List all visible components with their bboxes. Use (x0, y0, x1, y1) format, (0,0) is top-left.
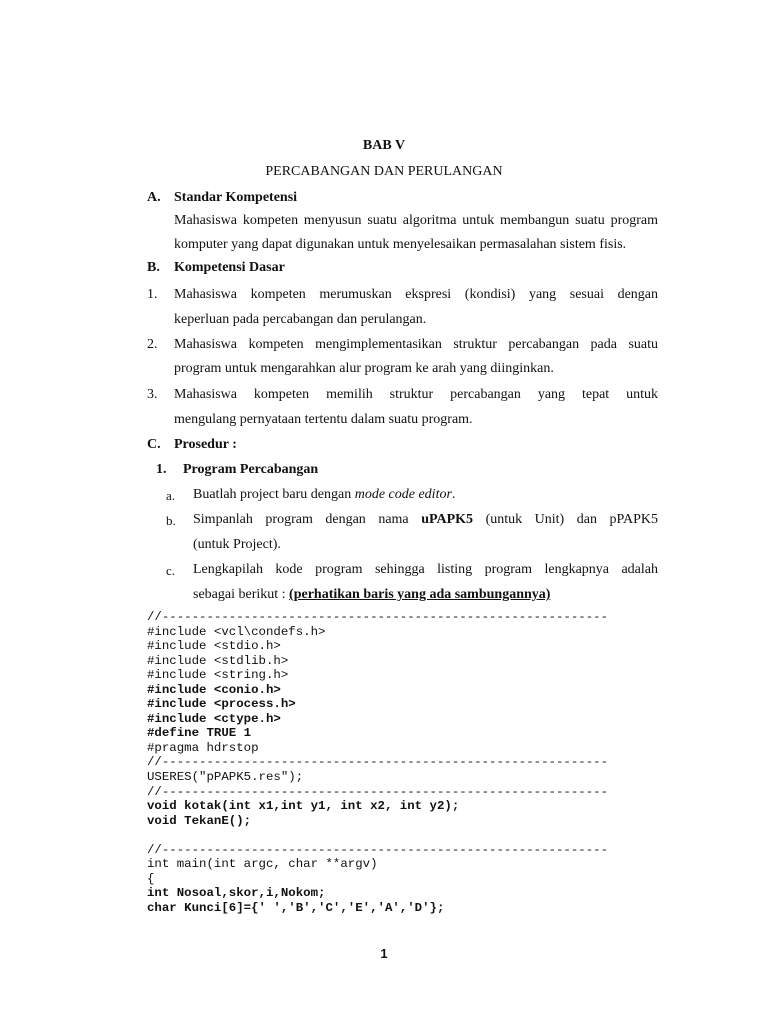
code-line: void TekanE(); (147, 813, 252, 828)
code-line: #include <string.h> (147, 668, 289, 683)
code-line: char Kunci[6]={' ','B','C','E','A','D'}; (147, 900, 445, 915)
subsection-1-heading: Program Percabangan (183, 462, 319, 477)
section-a-line-1: Mahasiswa kompeten menyusun suatu algoritma untuk membangun suatu program (174, 213, 658, 228)
code-line: int Nosoal,skor,i,Nokom; (147, 886, 326, 901)
code-line: USERES("pPAPK5.res"); (147, 770, 304, 785)
code-line: void kotak(int x1,int y1, int x2, int y2); (147, 799, 460, 814)
step-c-marker: c. (166, 563, 176, 578)
page-number: 1 (380, 946, 388, 961)
step-c-line-2-text: sebagai berikut : (193, 587, 290, 602)
list-item-1-number: 1. (147, 287, 158, 302)
step-b-marker: b. (166, 513, 176, 528)
step-c-line-2 (193, 587, 550, 603)
list-item-1-line-1: Mahasiswa kompeten merumuskan ekspresi (kondisi) yang sesuai dengan (174, 287, 658, 302)
code-line: //------------------------------------------------------------ (147, 842, 609, 857)
subsection-1-number: 1. (156, 462, 167, 477)
list-item-3-number: 3. (147, 387, 158, 402)
step-b-pre: Simpanlah program dengan nama (193, 512, 422, 527)
step-a-text-italic: mode code editor (354, 487, 452, 502)
code-line: //------------------------------------------------------------ (147, 784, 609, 799)
code-line: #include <stdio.h> (147, 639, 281, 654)
step-c-underlined-note: (perhatikan baris yang ada sambungannya) (289, 587, 551, 602)
section-b-marker: B. (147, 260, 160, 275)
code-listing (147, 610, 667, 915)
step-b-bold: uPAPK5 (421, 512, 474, 527)
code-line: #include <conio.h> (147, 682, 281, 697)
section-a-heading: Standar Kompetensi (174, 190, 298, 205)
code-line: #define TRUE 1 (147, 726, 252, 741)
code-line (147, 828, 667, 843)
section-a-marker: A. (147, 190, 161, 205)
code-line: //------------------------------------------------------------ (147, 610, 609, 624)
code-line: //------------------------------------------------------------ (147, 755, 609, 770)
step-a-text (193, 487, 455, 503)
section-c-marker: C. (147, 437, 161, 452)
code-line: #include <stdlib.h> (147, 653, 289, 668)
code-line: #include <process.h> (147, 697, 296, 712)
list-item-1-line-2: keperluan pada percabangan dan perulangan. (174, 312, 427, 327)
list-item-2-number: 2. (147, 337, 158, 352)
code-line: { (147, 871, 155, 886)
step-a-text-end: . (451, 487, 456, 502)
section-c-heading: Prosedur : (174, 437, 237, 452)
section-a-line-2: komputer yang dapat digunakan untuk menyelesaikan permasalahan sistem fisis. (174, 237, 627, 252)
step-a-marker: a. (166, 488, 176, 503)
code-line: #pragma hdrstop (147, 740, 259, 755)
list-item-3-line-2: mengulang pernyataan tertentu dalam suatu program. (174, 412, 473, 427)
code-line: int main(int argc, char **argv) (147, 857, 378, 872)
list-item-2-line-2: program untuk mengarahkan alur program ke arah yang diinginkan. (174, 361, 554, 376)
step-b-line-2: (untuk Project). (193, 537, 281, 552)
section-b-heading: Kompetensi Dasar (174, 260, 285, 275)
step-b-post: (untuk Unit) dan pPAPK5 (473, 512, 658, 527)
chapter-label: BAB V (362, 138, 406, 153)
step-b-line-1 (193, 512, 658, 528)
chapter-title: PERCABANGAN DAN PERULANGAN (265, 164, 503, 179)
code-line: #include <vcl\condefs.h> (147, 624, 326, 639)
step-c-line-1: Lengkapilah kode program sehingga listing program lengkapnya adalah (193, 562, 658, 577)
step-a-text-main: Buatlah project baru dengan (193, 487, 355, 502)
list-item-3-line-1: Mahasiswa kompeten memilih struktur percabangan yang tepat untuk (174, 387, 658, 402)
code-line: #include <ctype.h> (147, 711, 281, 726)
list-item-2-line-1: Mahasiswa kompeten mengimplementasikan struktur percabangan pada suatu (174, 337, 658, 352)
